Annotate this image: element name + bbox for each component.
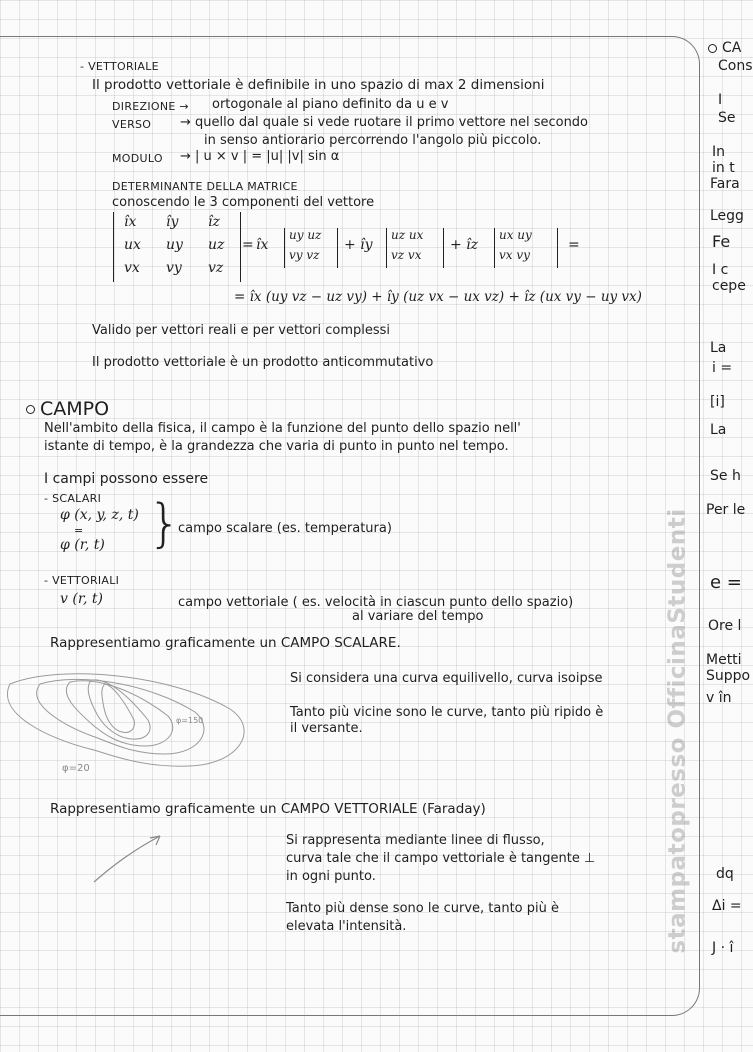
minor-row: uz ux bbox=[391, 228, 424, 242]
expansion-equals: = bbox=[242, 237, 254, 253]
determinante-intro: conoscendo le 3 componenti del vettore bbox=[112, 195, 375, 210]
right-page-fragment: Se bbox=[718, 110, 736, 126]
valido-text: Valido per vettori reali e per vettori complessi bbox=[92, 323, 391, 338]
right-page-fragment: Per le bbox=[706, 502, 746, 518]
matrix-cell: uz bbox=[208, 237, 225, 253]
tanto-vicine-2: il versante. bbox=[290, 721, 363, 736]
matrix-cell: uy bbox=[166, 237, 183, 253]
right-page-fragment: [i] bbox=[710, 394, 725, 410]
scalar-equals: = bbox=[74, 524, 84, 537]
minor-3-coef: + îz bbox=[450, 237, 479, 253]
tanto-vicine-1: Tanto più vicine sono le curve, tanto più ripido è bbox=[290, 705, 604, 720]
right-page-fragment: e = bbox=[710, 572, 742, 593]
minor-row: vz vx bbox=[391, 248, 422, 262]
determinant-matrix bbox=[113, 212, 241, 282]
right-page-fragment: J · î bbox=[712, 940, 734, 956]
bullet-icon bbox=[26, 405, 35, 414]
right-page-fragment: In bbox=[712, 144, 726, 160]
verso-label: VERSO bbox=[112, 118, 152, 131]
minor-3 bbox=[494, 228, 558, 268]
vector-description: campo vettoriale ( es. velocità in ciascun punto dello spazio) bbox=[178, 595, 574, 610]
watermark-text: stampatopresso OfficinaStudenti bbox=[664, 508, 691, 954]
matrix-cell: îx bbox=[124, 214, 137, 230]
matrix-cell: ux bbox=[124, 237, 141, 253]
scalar-function-2: φ (r, t) bbox=[60, 537, 105, 553]
linee-flusso-2: curva tale che il campo vettoriale è tangente ⊥ bbox=[286, 851, 596, 866]
verso-text-2: in senso antiorario percorrendo l'angolo più piccolo. bbox=[204, 133, 542, 148]
campo-definition-2: istante di tempo, è la grandezza che varia di punto in punto nel tempo. bbox=[44, 439, 509, 454]
minor-row: vy vz bbox=[289, 248, 320, 262]
right-page-fragment: Metti bbox=[706, 652, 742, 668]
curly-brace-icon: } bbox=[148, 494, 182, 554]
minor-1-coef: îx bbox=[256, 237, 269, 253]
matrix-cell: îz bbox=[208, 214, 220, 230]
right-page-fragment: cepe bbox=[712, 278, 746, 294]
right-page-fragment: in t bbox=[712, 160, 735, 176]
determinante-heading: DETERMINANTE DELLA MATRICE bbox=[112, 180, 298, 193]
modulo-label: MODULO bbox=[112, 152, 163, 165]
contour-lines-sketch bbox=[0, 654, 290, 784]
modulo-text: → | u × v | = |u| |v| sin α bbox=[180, 149, 340, 164]
right-page-fragment: Se h bbox=[710, 468, 741, 484]
right-page-fragment: I c bbox=[712, 262, 729, 278]
minor-row: vx vy bbox=[499, 248, 530, 262]
matrix-cell: vz bbox=[208, 260, 224, 276]
right-page-fragment: v în bbox=[706, 690, 732, 706]
vector-description-2: al variare del tempo bbox=[352, 609, 484, 624]
vettoriali-heading: - VETTORIALI bbox=[44, 574, 120, 587]
scalar-function-1: φ (x, y, z, t) bbox=[60, 507, 139, 523]
right-page-fragment: Legg bbox=[710, 208, 744, 224]
campo-title bbox=[26, 400, 109, 418]
right-page-fragment: dq bbox=[716, 866, 734, 882]
matrix-cell: vx bbox=[124, 260, 140, 276]
right-page-fragment: Suppo bbox=[706, 668, 751, 684]
flux-line-arrow-icon bbox=[90, 828, 170, 888]
right-page-fragment: Cons bbox=[718, 58, 753, 74]
minor-row: ux uy bbox=[499, 228, 532, 242]
right-page-fragment: La bbox=[710, 340, 727, 356]
right-page-fragment: Fe bbox=[712, 232, 731, 251]
minor-2 bbox=[386, 228, 444, 268]
contour-label-150: φ=150 bbox=[176, 716, 204, 725]
expansion-end-equals: = bbox=[568, 237, 580, 253]
right-page-fragment: Fara bbox=[710, 176, 740, 192]
matrix-cell: vy bbox=[166, 260, 182, 276]
linee-flusso-3: in ogni punto. bbox=[286, 869, 376, 884]
right-page-fragment: Δi = bbox=[712, 898, 742, 914]
contour-label-20: φ=20 bbox=[62, 763, 90, 774]
right-page-text: CA bbox=[722, 40, 742, 56]
anticommutativo-text: Il prodotto vettoriale è un prodotto anticommutativo bbox=[92, 355, 434, 370]
direzione-label: DIREZIONE → bbox=[112, 100, 189, 113]
right-page-fragment: Ore l bbox=[708, 618, 742, 634]
right-page-fragment: I bbox=[718, 92, 723, 108]
right-page-fragment: i = bbox=[712, 360, 733, 376]
tanto-dense-1: Tanto più dense sono le curve, tanto più è bbox=[286, 901, 560, 916]
direzione-text: ortogonale al piano definito da u e v bbox=[212, 97, 449, 112]
matrix-cell: îy bbox=[166, 214, 179, 230]
scalari-heading: - SCALARI bbox=[44, 492, 102, 505]
bullet-icon bbox=[708, 44, 717, 53]
scalar-description: campo scalare (es. temperatura) bbox=[178, 521, 392, 536]
campi-possono: I campi possono essere bbox=[44, 471, 209, 487]
curva-isoipse-text: Si considera una curva equilivello, curva isoipse bbox=[290, 671, 603, 686]
minor-2-coef: + îy bbox=[344, 237, 373, 253]
linee-flusso-1: Si rappresenta mediante linee di flusso, bbox=[286, 833, 545, 848]
vettoriale-intro: Il prodotto vettoriale è definibile in uno spazio di max 2 dimensioni bbox=[92, 77, 545, 93]
minor-1 bbox=[284, 228, 338, 268]
rappresentazione-scalare: Rappresentiamo graficamente un CAMPO SCALARE. bbox=[50, 635, 401, 651]
campo-definition-1: Nell'ambito della fisica, il campo è la funzione del punto dello spazio nell' bbox=[44, 421, 521, 436]
right-page-fragment: La bbox=[710, 422, 727, 438]
rappresentazione-vettoriale: Rappresentiamo graficamente un CAMPO VETTORIALE (Faraday) bbox=[50, 801, 486, 817]
vector-function: v (r, t) bbox=[60, 591, 103, 607]
vettoriale-heading: - VETTORIALE bbox=[80, 60, 159, 73]
verso-text-1: → quello dal quale si vede ruotare il primo vettore nel secondo bbox=[180, 115, 589, 130]
right-page-fragment bbox=[708, 40, 741, 56]
minor-row: uy uz bbox=[289, 228, 322, 242]
campo-title-text: CAMPO bbox=[40, 398, 110, 420]
cross-product-result: = îx (uy vz − uz vy) + îy (uz vx − ux vz) + îz (ux vy − uy vx) bbox=[234, 289, 642, 305]
tanto-dense-2: elevata l'intensità. bbox=[286, 919, 407, 934]
